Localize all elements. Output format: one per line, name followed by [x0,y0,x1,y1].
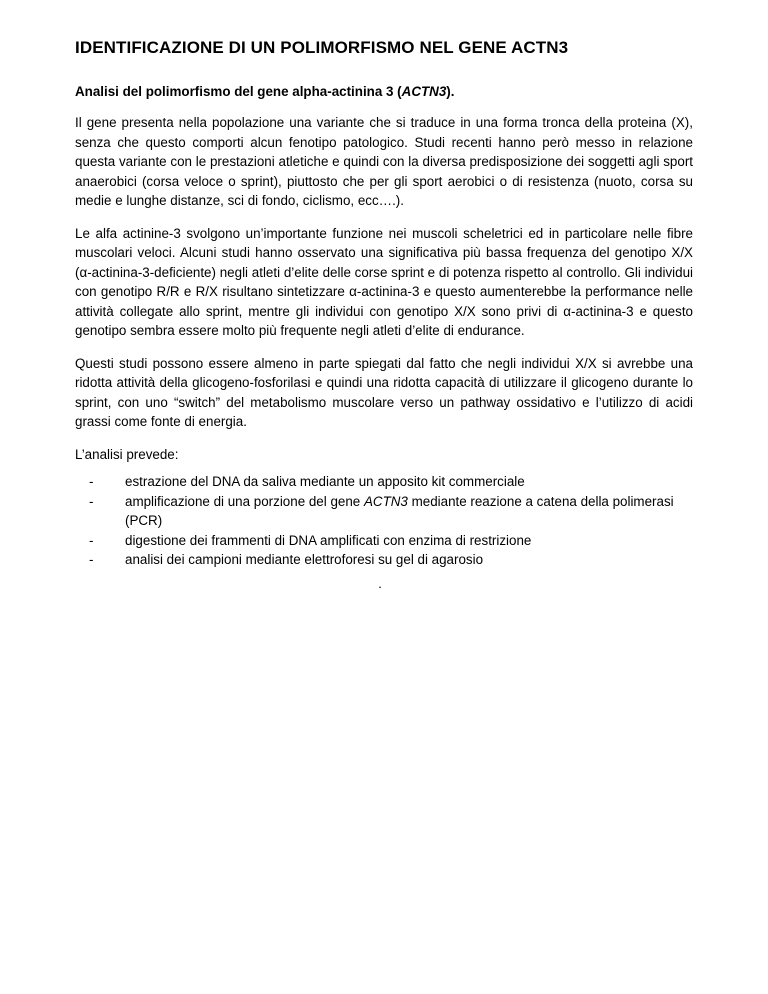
list-item [89,531,693,551]
list-dash: - [89,493,94,509]
trailing-mark: . [378,575,382,591]
list-item [89,492,693,531]
list-dash: - [89,552,94,567]
document-title: IDENTIFICAZIONE DI UN POLIMORFISMO NEL GENE ACTN3 [75,38,569,57]
subtitle-text: Analisi del polimorfismo del gene alpha-actinina 3 ( [75,84,402,99]
paragraph-function: Le alfa actinine-3 svolgono un’importante funzione nei muscoli scheletrici ed in particolare nelle fibre muscolari veloci. Alcuni studi hanno osservato una significativa più bassa frequenza del genotipo X/X (α-actinina-3-deficiente) negli atleti d’elite delle corse sprint e di potenza rispetto al controllo. Gli individui con genotipo R/R e R/X risultano sintetizzare α-actinina-3 e questo aumenterebbe la performance nelle attività collegate allo sprint, mentre gli individui con genotipo X/X sono privi di α-actinina-3 e questo genotipo sembra essere molto più frequente negli atleti d’elite di endurance. [75,225,693,338]
step-gene: ACTN3 [363,493,408,509]
list-item [89,550,693,570]
analysis-steps-list [75,472,693,570]
step-text-suffix: mediante reazione a catena della polimerasi (PCR) [125,493,674,528]
paragraph-explanation: Questi studi possono essere almeno in parte spiegati dal fatto che negli individui X/X si avrebbe una ridotta attività della glicogeno-fosforilasi e quindi una ridotta capacità di utilizzare il glicogeno durante lo sprint, con uno “switch” del metabolismo muscolare verso un pathway ossidativo e l’utilizzo di acidi grassi come fonte di energia. [75,355,693,429]
list-dash: - [89,532,94,548]
step-text: digestione dei frammenti di DNA amplificati con enzima di restrizione [125,532,532,548]
section-subtitle [75,82,693,102]
step-text: analisi dei campioni mediante elettroforesi su gel di agarosio [125,552,484,567]
paragraph-variant: Il gene presenta nella popolazione una variante che si traduce in una forma tronca della proteina (X), senza che questo comporti alcun fenotipo patologico. Studi recenti hanno però messo in relazione questa variante con le prestazioni atletiche e quindi con la diversa predisposizione dei soggetti agli sport anaerobici (corsa veloce o sprint), piuttosto che per gli sport aerobici o di resistenza (nuoto, corsa su medie e lunghe distanze, sci di fondo, ciclismo, ecc….). [75,115,693,208]
step-text: estrazione del DNA da saliva mediante un apposito kit commerciale [125,474,525,489]
subtitle-gene-name: ACTN3 [401,84,447,99]
list-dash: - [89,474,94,489]
list-item [89,472,693,492]
subtitle-suffix: ). [446,84,455,99]
step-text: amplificazione di una porzione del gene [125,493,364,509]
analysis-intro: L’analisi prevede: [75,446,179,462]
